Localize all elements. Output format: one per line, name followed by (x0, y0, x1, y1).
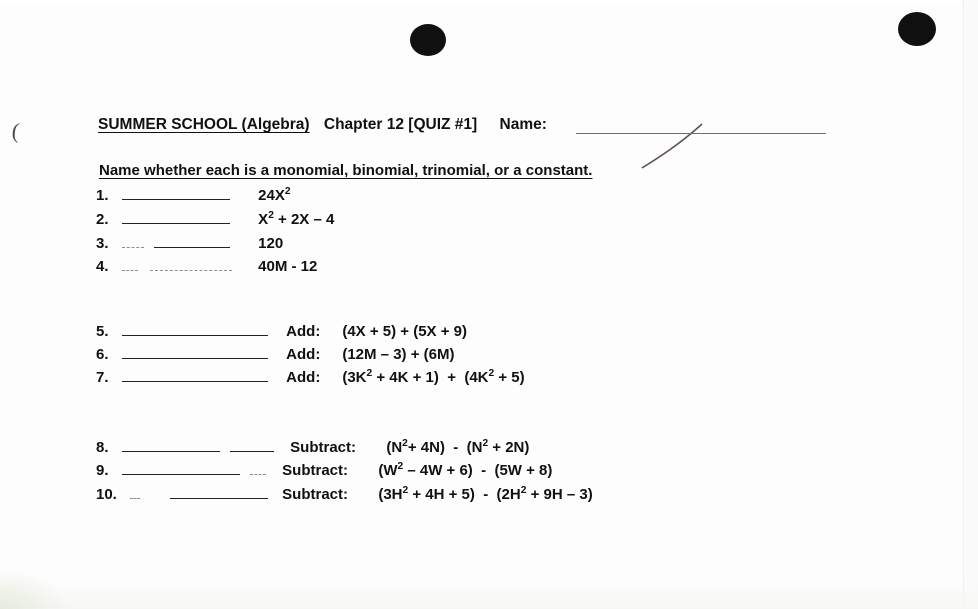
answer-blank[interactable] (230, 438, 274, 452)
expression: (12M – 3) + (6M) (342, 346, 455, 363)
name-write-in-line[interactable] (576, 133, 826, 134)
answer-blank[interactable] (150, 257, 232, 271)
answer-blank[interactable] (122, 438, 220, 452)
operation-label: Subtract: (282, 462, 349, 479)
answer-blank[interactable] (154, 234, 230, 248)
question-number: 5. (96, 323, 109, 340)
question-number: 9. (96, 462, 109, 479)
expression: $(3H^2 + 4H + 5) - (2H^2 + 9H - 3)$ (378, 485, 593, 503)
answer-blank[interactable] (122, 322, 268, 336)
answer-blank[interactable] (170, 485, 268, 499)
question-row (96, 368, 525, 386)
question-row (96, 210, 334, 228)
answer-blank[interactable] (122, 186, 230, 200)
answer-blank[interactable] (122, 461, 240, 475)
question-row (96, 234, 283, 252)
operation-label: Add: (286, 346, 321, 363)
course-title: SUMMER SCHOOL (Algebra) (98, 116, 310, 133)
answer-blank[interactable] (122, 234, 144, 248)
expression: $X^2 + 2X - 4$ (258, 210, 335, 228)
answer-blank[interactable] (122, 210, 230, 224)
worksheet-header (98, 116, 547, 134)
question-number: 1. (96, 187, 109, 204)
question-row (96, 461, 552, 479)
question-row (96, 485, 593, 503)
question-number: 6. (96, 346, 109, 363)
expression: 120 (258, 235, 284, 252)
answer-blank[interactable] (122, 345, 268, 359)
answer-blank[interactable] (122, 368, 268, 382)
question-number: 7. (96, 369, 109, 386)
question-row (96, 345, 454, 363)
expression: $(3K^2 + 4K + 1) + (4K^2 + 5)$ (342, 368, 525, 386)
question-number: 2. (96, 211, 109, 228)
question-number: 8. (96, 439, 109, 456)
expression: (4X + 5) + (5X + 9) (342, 323, 467, 340)
expression: 40M - 12 (258, 258, 318, 275)
answer-blank[interactable] (250, 461, 266, 475)
operation-label: Add: (286, 323, 321, 340)
answer-blank[interactable] (122, 257, 138, 271)
expression: $(N^2+ 4N) - (N^2 + 2N)$ (386, 438, 530, 456)
operation-label: Subtract: (290, 439, 357, 456)
question-row (96, 322, 467, 340)
question-row (96, 438, 529, 456)
question-number: 10. (96, 486, 117, 503)
question-row (96, 257, 317, 275)
expression: $24X^2$ (258, 186, 291, 204)
name-label: Name: (499, 116, 547, 133)
expression: $(W^2 - 4W + 6) - (5W + 8)$ (378, 461, 553, 479)
answer-blank[interactable] (130, 485, 140, 499)
chapter-title: Chapter 12 [QUIZ #1] (323, 116, 478, 133)
stray-pen-mark: ( (10, 117, 21, 144)
operation-label: Add: (286, 369, 321, 386)
question-row (96, 186, 291, 204)
question-number: 4. (96, 258, 109, 275)
instructions-text: Name whether each is a monomial, binomial, trinomial, or a constant. (99, 162, 593, 179)
operation-label: Subtract: (282, 486, 349, 503)
question-number: 3. (96, 235, 109, 252)
